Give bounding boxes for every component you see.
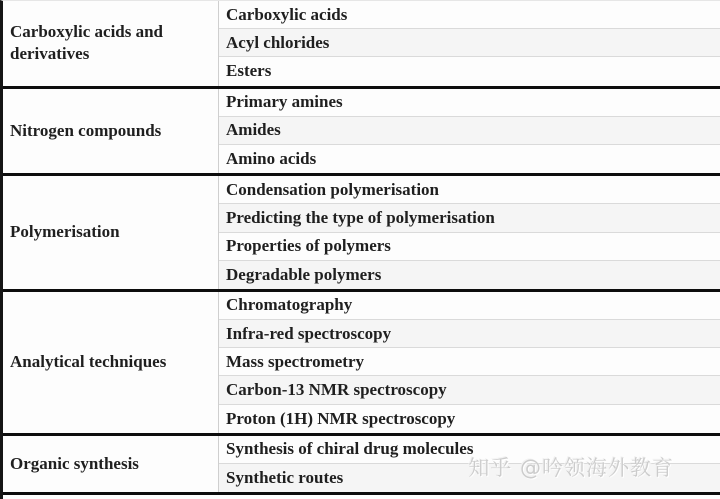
table-group-analytical xyxy=(3,292,720,436)
topic-label: Primary amines xyxy=(226,92,343,112)
topic-label: Synthetic routes xyxy=(226,468,344,488)
table-group-organic-synthesis xyxy=(3,436,720,495)
category-label: Polymerisation xyxy=(10,222,120,242)
zhihu-watermark: 知乎 @吟领海外教育 xyxy=(468,456,674,480)
topic-label: Synthesis of chiral drug molecules xyxy=(226,439,474,459)
table-row xyxy=(219,1,720,29)
topic-label: Proton (1H) NMR spectroscopy xyxy=(226,408,456,428)
topic-list xyxy=(219,176,720,289)
topic-label: Amides xyxy=(226,120,281,140)
topic-list xyxy=(219,89,720,174)
topic-label: Condensation polymerisation xyxy=(226,179,439,199)
table-group-nitrogen xyxy=(3,89,720,177)
category-cell xyxy=(3,436,219,492)
category-cell xyxy=(3,89,219,174)
table-group-polymerisation xyxy=(3,176,720,292)
topic-label: Degradable polymers xyxy=(226,264,382,284)
table-row xyxy=(219,204,720,232)
topic-list xyxy=(219,1,720,86)
topic-label: Infra-red spectroscopy xyxy=(226,323,392,343)
category-label: Organic synthesis xyxy=(10,453,139,473)
table-row xyxy=(219,405,720,433)
category-label: Nitrogen compounds xyxy=(10,120,162,140)
topic-list xyxy=(219,292,720,433)
category-cell xyxy=(3,176,219,289)
table-row xyxy=(219,145,720,173)
table-row xyxy=(219,320,720,348)
table-row xyxy=(219,29,720,57)
topic-label: Carbon-13 NMR spectroscopy xyxy=(226,380,447,400)
topic-list xyxy=(219,436,720,492)
topic-label: Acyl chlorides xyxy=(226,32,330,52)
table-row xyxy=(219,117,720,145)
topic-label: Mass spectrometry xyxy=(226,351,365,371)
table-row xyxy=(219,436,720,464)
topic-label: Predicting the type of polymerisation xyxy=(226,207,495,227)
category-cell xyxy=(3,292,219,433)
table-row xyxy=(219,464,720,492)
category-label: Carboxylic acids and derivatives xyxy=(10,22,164,64)
table-row xyxy=(219,233,720,261)
topic-label: Esters xyxy=(226,61,272,81)
table-row xyxy=(219,176,720,204)
table-row xyxy=(219,348,720,376)
category-cell xyxy=(3,1,219,86)
topic-label: Chromatography xyxy=(226,295,353,315)
table-group-carboxylic xyxy=(3,1,720,89)
table-row xyxy=(219,292,720,320)
table-row xyxy=(219,376,720,404)
topic-label: Properties of polymers xyxy=(226,236,391,256)
topic-label: Carboxylic acids xyxy=(226,4,348,24)
topic-label: Amino acids xyxy=(226,149,317,169)
table-row xyxy=(219,89,720,117)
category-label: Analytical techniques xyxy=(10,352,167,372)
table-row xyxy=(219,57,720,85)
table-row xyxy=(219,261,720,289)
